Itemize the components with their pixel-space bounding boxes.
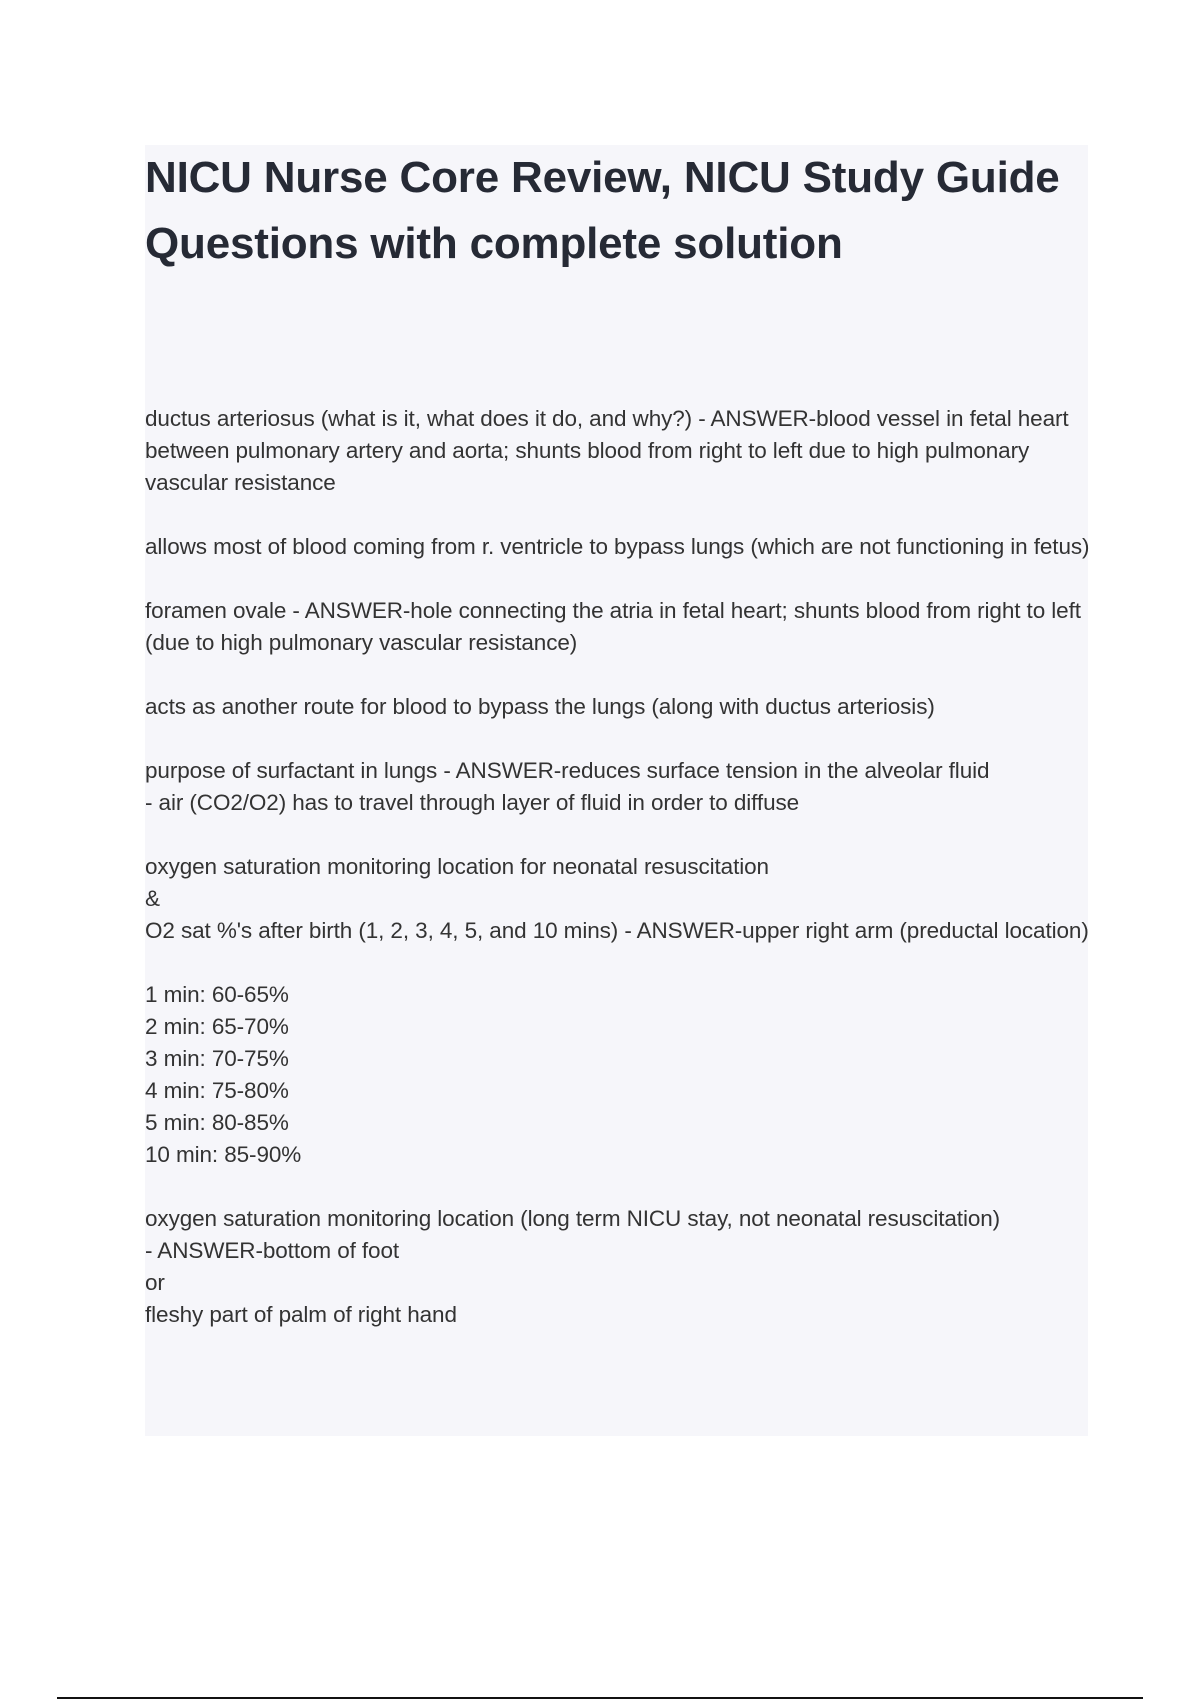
document-content-block (145, 145, 1088, 1436)
paragraph-ductus-arteriosus: ductus arteriosus (what is it, what does it do, and why?) - ANSWER-blood vessel in fetal heart between pulmonary artery and aorta; shunts blood from right to left due to high pulmonary vascular resistance (145, 406, 1069, 495)
paragraph-o2-monitoring-long-term: oxygen saturation monitoring location (long term NICU stay, not neonatal resuscitation) - ANSWER-bottom of foot or fleshy part of palm of right hand (145, 1206, 1001, 1327)
document-body (145, 403, 1090, 1331)
paragraph-o2-monitoring-resuscitation: oxygen saturation monitoring location for neonatal resuscitation & O2 sat %'s after birth (1, 2, 3, 4, 5, and 10 mins) - ANSWER-upper right arm (preductal location) (145, 854, 1089, 943)
paragraph-ductus-purpose: allows most of blood coming from r. ventricle to bypass lungs (which are not functioning in fetus) (145, 534, 1090, 559)
paragraph-foramen-ovale: foramen ovale - ANSWER-hole connecting the atria in fetal heart; shunts blood from right to left (due to high pulmonary vascular resistance) (145, 598, 1081, 655)
paragraph-o2-sat-targets: 1 min: 60-65% 2 min: 65-70% 3 min: 70-75% 4 min: 75-80% 5 min: 80-85% 10 min: 85-90% (145, 982, 302, 1167)
footer-divider (57, 1697, 1143, 1699)
document-title: NICU Nurse Core Review, NICU Study Guide Questions with complete solution (145, 153, 1060, 268)
paragraph-surfactant: purpose of surfactant in lungs - ANSWER-reduces surface tension in the alveolar fluid - air (CO2/O2) has to travel through layer of fluid in order to diffuse (145, 758, 990, 815)
paragraph-foramen-purpose: acts as another route for blood to bypass the lungs (along with ductus arteriosis) (145, 694, 935, 719)
